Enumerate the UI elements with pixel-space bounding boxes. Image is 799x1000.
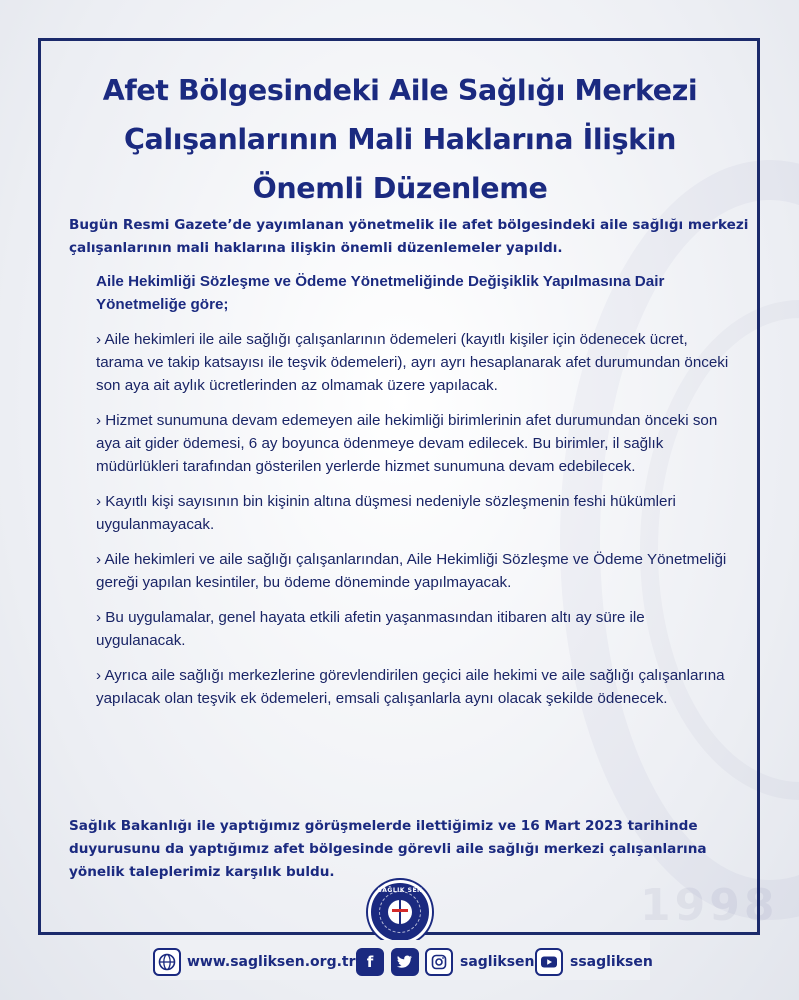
globe-icon-svg [158, 953, 176, 971]
twitter-icon-svg [397, 955, 413, 969]
title-line-1: Afet Bölgesindeki Aile Sağlığı Merkezi [102, 74, 698, 107]
conclusion-paragraph: Sağlık Bakanlığı ile yaptığımız görüşmelerde ilettiğimiz ve 16 Mart 2023 tarihinde duyurusunu da yaptığımız afet bölgesinde görevli aile sağlığı merkezi çalışanlarına yönelik taleplerimiz karşılık buldu. [69, 818, 707, 880]
caduceus-icon [399, 897, 401, 927]
instagram-icon[interactable] [425, 948, 453, 976]
list-item: › Ayrıca aile sağlığı merkezlerine görevlendirilen geçici aile hekimi ve aile sağlığı çalışanlarına yapılacak olan teşvik ek ödemeleri, emsali çalışanlarla aynı olacak şekilde ödenecek. [96, 667, 725, 707]
cross-icon [392, 909, 408, 912]
title-line-3: Önemli Düzenleme [252, 172, 548, 205]
social-handle-link[interactable]: sagliksen [460, 954, 535, 970]
website-link[interactable]: www.sagliksen.org.tr [187, 954, 356, 970]
instagram-icon-svg [431, 954, 447, 970]
list-item: › Kayıtlı kişi sayısının bin kişinin altına düşmesi nedeniyle sözleşmenin feshi hükümleri uygulanmayacak. [96, 493, 676, 533]
list-item: › Hizmet sunumuna devam edemeyen aile hekimliği birimlerinin afet durumundan önceki son aya ait gider ödemesi, 6 ay boyunca ödenmeye devam edilecek. Bu birimler, il sağlık müdürlükleri tarafından gösterilen yerlerde hizmet sunumuna devam edebilecek. [96, 412, 718, 475]
youtube-handle-link[interactable]: ssagliksen [570, 954, 653, 970]
globe-icon[interactable] [153, 948, 181, 976]
intro-paragraph: Bugün Resmi Gazete’de yayımlanan yönetmelik ile afet bölgesindeki aile sağlığı merkezi çalışanlarının mali haklarına ilişkin önemli düzenlemeler yapıldı. [69, 217, 749, 256]
regulation-heading: Aile Hekimliği Sözleşme ve Ödeme Yönetmeliğinde Değişiklik Yapılmasına Dair Yönetmeliğe göre; [96, 273, 665, 313]
facebook-icon[interactable]: f [356, 948, 384, 976]
youtube-icon[interactable] [535, 948, 563, 976]
sagliksen-logo [368, 880, 432, 944]
regulation-body [96, 270, 736, 722]
twitter-icon[interactable] [391, 948, 419, 976]
youtube-icon-svg [540, 955, 558, 969]
list-item: › Aile hekimleri ve aile sağlığı çalışanlarından, Aile Hekimliği Sözleşme ve Ödeme Yönetmeliği gereği yapılan kesintiler, bu ödeme döneminde yapılmayacak. [96, 551, 727, 591]
title-line-2: Çalışanlarının Mali Haklarına İlişkin [124, 123, 676, 156]
page-title [60, 66, 740, 213]
list-item: › Bu uygulamalar, genel hayata etkili afetin yaşanmasından itibaren altı ay süre ile uygulanacak. [96, 609, 645, 649]
logo-text: SAĞLIK SEN [377, 887, 423, 894]
watermark-year: 1998 [640, 880, 779, 931]
list-item: › Aile hekimleri ile aile sağlığı çalışanlarının ödemeleri (kayıtlı kişiler için ödenecek ücret, tarama ve takip katsayısı ile teşvik ödemeleri), ayrı ayrı hesaplanarak afet durumundan önceki son aya ait aylık ücretlerinden az olmamak üzere yapılacak. [96, 331, 729, 394]
